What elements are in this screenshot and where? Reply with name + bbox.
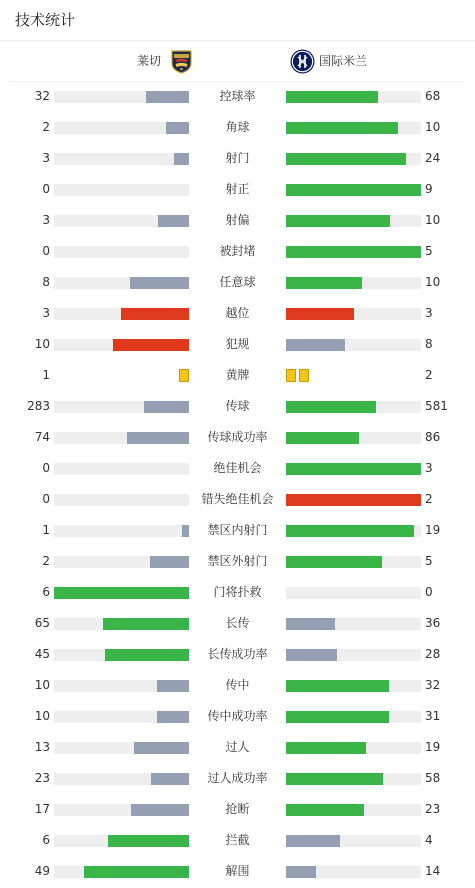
away-stat-value: 86 [425,430,441,444]
away-bar-track [286,587,421,599]
home-bar-track [54,122,189,134]
home-bar-track [54,215,189,227]
home-bar-fill [158,215,189,227]
home-bar-fill [157,711,189,723]
stat-row [0,484,475,515]
stat-label: 传球成功率 [207,430,268,444]
stat-row [0,825,475,856]
away-bar-track [286,494,421,506]
away-bar-fill [286,308,354,320]
away-bar-fill [286,773,383,785]
stat-label: 射门 [225,151,250,165]
home-bar-fill [150,556,189,568]
away-stat-value: 19 [425,523,441,537]
stat-label: 传球 [225,399,250,413]
away-stat-value: 10 [425,120,441,134]
away-bar-track [286,804,421,816]
away-stat-value: 9 [425,182,433,196]
away-stat-value: 28 [425,647,441,661]
home-bar-track [54,618,189,630]
stat-label: 控球率 [219,89,256,103]
away-stat-value: 10 [425,213,441,227]
away-stat-value: 10 [425,275,441,289]
stat-row [0,856,475,887]
home-bar-track [54,773,189,785]
stat-label: 任意球 [219,275,256,289]
away-stat-value: 58 [425,771,441,785]
home-stat-value: 3 [42,213,50,227]
away-bar-fill [286,339,345,351]
home-stat-value: 3 [42,306,50,320]
stat-row [0,236,475,267]
away-bar-track [286,153,421,165]
away-bar-fill [286,153,406,165]
home-bar-track [54,649,189,661]
away-bar-fill [286,463,421,475]
away-bar-track [286,246,421,258]
away-bar-fill [286,277,362,289]
stat-row [0,577,475,608]
away-bar-fill [286,184,421,196]
stat-row [0,701,475,732]
stat-label: 射正 [225,182,250,196]
home-bar-track [54,277,189,289]
away-stat-value: 3 [425,306,433,320]
away-stat-value: 36 [425,616,441,630]
away-stat-value: 31 [425,709,441,723]
stat-row [0,81,475,112]
yellow-card-icon [286,369,296,382]
stat-label: 传中成功率 [207,709,268,723]
stat-row [0,639,475,670]
home-bar-fill [157,680,189,692]
home-stat-value: 45 [34,647,50,661]
home-stat-value: 10 [34,709,50,723]
home-bar-track [54,432,189,444]
home-stat-value: 0 [42,492,50,506]
away-bar-fill [286,432,359,444]
home-bar-track [54,525,189,537]
stat-label: 长传 [225,616,250,630]
away-bar-fill [286,246,421,258]
home-team[interactable] [137,47,194,75]
stat-row [0,267,475,298]
away-bar-fill [286,215,390,227]
home-bar-track [54,246,189,258]
stat-row [0,546,475,577]
lecce-crest-icon [169,49,194,74]
away-bar-fill [286,401,376,413]
home-stat-value: 6 [42,833,50,847]
stat-row [0,174,475,205]
home-bar-track [54,401,189,413]
stat-label: 禁区内射门 [207,523,268,537]
away-bar-fill [286,556,382,568]
home-cards [179,369,189,383]
away-stat-value: 581 [425,399,448,413]
away-bar-track [286,339,421,351]
away-bar-track [286,277,421,289]
home-bar-track [54,866,189,878]
home-bar-track [54,463,189,475]
home-bar-track [54,711,189,723]
home-bar-fill [134,742,189,754]
away-bar-track [286,215,421,227]
away-bar-track [286,711,421,723]
away-bar-track [286,742,421,754]
away-bar-track [286,432,421,444]
home-bar-fill [84,866,189,878]
home-bar-fill [127,432,189,444]
home-bar-track [54,339,189,351]
away-stat-value: 19 [425,740,441,754]
away-bar-fill [286,680,389,692]
stat-row [0,670,475,701]
away-bar-fill [286,742,366,754]
home-bar-track [54,153,189,165]
stat-row [0,732,475,763]
stat-label: 黄牌 [225,368,250,382]
stat-row [0,608,475,639]
home-bar-fill [113,339,189,351]
home-bar-fill [103,618,189,630]
home-bar-track [54,308,189,320]
stat-label: 被封堵 [219,244,256,258]
home-bar-fill [130,277,189,289]
stat-row [0,515,475,546]
stat-row [0,329,475,360]
stat-row [0,360,475,391]
away-bar-track [286,618,421,630]
home-bar-track [54,184,189,196]
home-bar-track [54,494,189,506]
away-bar-track [286,680,421,692]
home-bar-fill [131,804,189,816]
stat-label: 射偏 [225,213,250,227]
away-bar-track [286,556,421,568]
inter-crest-icon [290,49,315,74]
away-stat-value: 24 [425,151,441,165]
away-bar-fill [286,866,316,878]
home-bar-fill [146,91,189,103]
home-stat-value: 2 [42,120,50,134]
home-stat-value: 74 [34,430,50,444]
away-stat-value: 5 [425,244,433,258]
home-stat-value: 17 [34,802,50,816]
away-stat-value: 3 [425,461,433,475]
away-bar-fill [286,91,378,103]
header-divider [0,40,475,41]
home-stat-value: 32 [34,89,50,103]
stat-label: 抢断 [225,802,250,816]
home-bar-fill [108,835,189,847]
home-bar-fill [121,308,189,320]
stat-label: 禁区外射门 [207,554,268,568]
stat-row [0,143,475,174]
stat-label: 解围 [225,864,250,878]
yellow-card-icon [179,369,189,382]
stat-row [0,422,475,453]
stat-label: 绝佳机会 [213,461,262,475]
stat-row [0,453,475,484]
stat-row [0,763,475,794]
home-bar-track [54,587,189,599]
stat-label: 拦截 [225,833,250,847]
away-bar-track [286,122,421,134]
away-cards [286,369,309,383]
away-bar-track [286,463,421,475]
stat-label: 犯规 [225,337,250,351]
home-bar-fill [174,153,189,165]
home-stat-value: 1 [42,523,50,537]
home-stat-value: 49 [34,864,50,878]
away-bar-fill [286,525,414,537]
away-bar-fill [286,618,335,630]
away-bar-track [286,649,421,661]
away-stat-value: 5 [425,554,433,568]
home-stat-value: 283 [27,399,50,413]
away-stat-value: 0 [425,585,433,599]
stat-row [0,112,475,143]
home-bar-track [54,804,189,816]
away-stat-value: 2 [425,492,433,506]
away-bar-track [286,184,421,196]
home-bar-fill [105,649,189,661]
stat-row [0,794,475,825]
stat-label: 过人成功率 [207,771,268,785]
home-bar-fill [182,525,189,537]
away-bar-fill [286,711,389,723]
home-stat-value: 23 [34,771,50,785]
stat-label: 角球 [225,120,250,134]
home-bar-track [54,680,189,692]
stat-row [0,298,475,329]
stat-label: 过人 [225,740,250,754]
home-stat-value: 13 [34,740,50,754]
away-stat-value: 8 [425,337,433,351]
stat-row [0,205,475,236]
home-bar-fill [54,587,189,599]
home-stat-value: 3 [42,151,50,165]
home-stat-value: 0 [42,244,50,258]
away-bar-fill [286,122,398,134]
stat-label: 错失绝佳机会 [201,492,274,506]
away-bar-fill [286,804,364,816]
stat-label: 门将扑救 [213,585,262,599]
stat-row [0,391,475,422]
page-title: 技术统计 [15,11,76,29]
stat-label: 长传成功率 [207,647,268,661]
home-stat-value: 8 [42,275,50,289]
home-stat-value: 0 [42,182,50,196]
home-bar-fill [166,122,189,134]
away-stat-value: 32 [425,678,441,692]
home-bar-track [54,556,189,568]
away-bar-track [286,525,421,537]
away-bar-track [286,91,421,103]
away-team-name: 国际米兰 [319,54,368,68]
home-stat-value: 65 [34,616,50,630]
away-stat-value: 2 [425,368,433,382]
away-bar-track [286,835,421,847]
home-bar-track [54,835,189,847]
away-bar-track [286,401,421,413]
away-bar-track [286,866,421,878]
away-bar-fill [286,494,421,506]
home-stat-value: 10 [34,337,50,351]
stat-label: 传中 [225,678,250,692]
home-team-name: 莱切 [137,54,162,68]
home-stat-value: 10 [34,678,50,692]
away-bar-fill [286,835,340,847]
away-bar-track [286,308,421,320]
home-bar-fill [144,401,189,413]
stat-label: 越位 [225,306,250,320]
away-stat-value: 4 [425,833,433,847]
home-bar-fill [151,773,189,785]
home-stat-value: 2 [42,554,50,568]
away-bar-track [286,773,421,785]
away-stat-value: 14 [425,864,441,878]
away-team[interactable] [290,47,367,75]
away-bar-fill [286,649,337,661]
yellow-card-icon [299,369,309,382]
home-stat-value: 1 [42,368,50,382]
home-bar-track [54,742,189,754]
home-stat-value: 6 [42,585,50,599]
home-bar-track [54,91,189,103]
home-stat-value: 0 [42,461,50,475]
away-stat-value: 68 [425,89,441,103]
away-stat-value: 23 [425,802,441,816]
